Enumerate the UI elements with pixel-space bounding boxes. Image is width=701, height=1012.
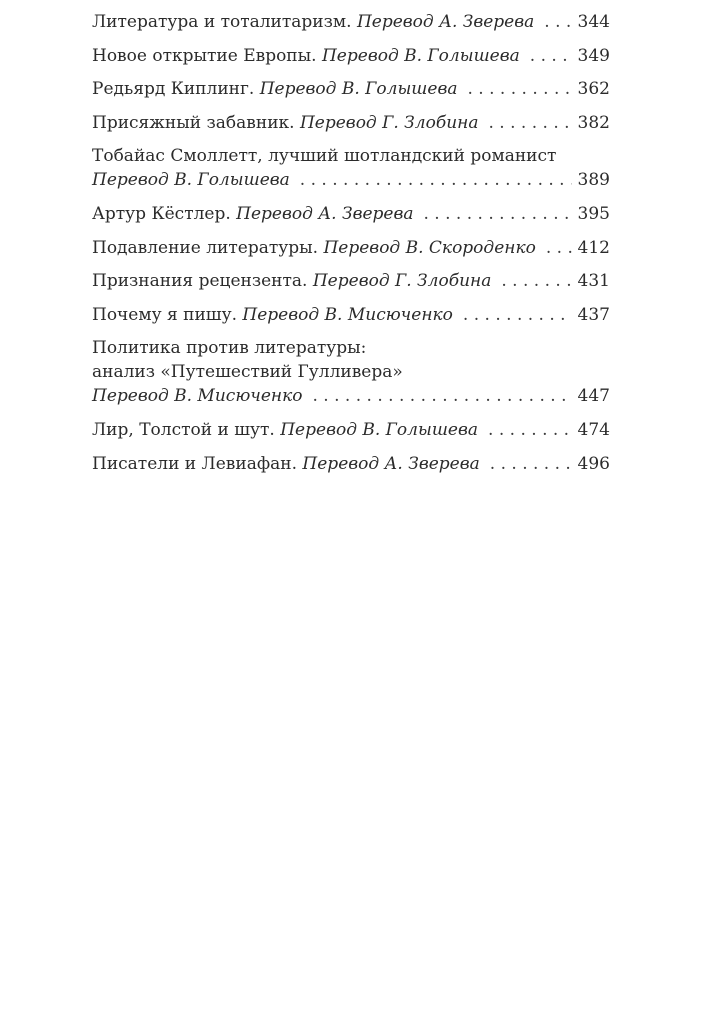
- toc-entry-page-number: 395: [577, 203, 610, 224]
- toc-entry-page-number: 412: [577, 237, 610, 258]
- toc-entry: [92, 336, 610, 408]
- toc-entry-translator: Перевод Г. Злобина: [312, 271, 492, 292]
- toc-entry-title: Признания рецензента.: [92, 271, 308, 292]
- dot-leader: [313, 384, 572, 408]
- toc-entry-translator: Перевод В. Мисюченко: [92, 386, 303, 407]
- toc-entry-page-number: 474: [577, 419, 610, 440]
- toc-entry-line: [92, 303, 610, 327]
- toc-entry-translator: Перевод В. Голышева: [321, 45, 520, 66]
- toc-entry-title: Присяжный забавник.: [92, 112, 295, 133]
- toc-entry-page-number: 362: [577, 79, 610, 100]
- dot-leader: [488, 418, 572, 442]
- toc-entry-line: [92, 44, 610, 68]
- toc-entry-line: [92, 269, 610, 293]
- toc-entry-page-number: 431: [577, 271, 610, 292]
- toc-entry-line: [92, 77, 610, 101]
- dot-leader: [544, 10, 571, 34]
- toc-entry-title: Новое открытие Европы.: [92, 45, 317, 66]
- toc-entry: [92, 236, 610, 260]
- dot-leader: [530, 44, 572, 68]
- toc-entry-page-number: 496: [577, 453, 610, 474]
- dot-leader: [424, 202, 572, 226]
- toc-entry: [92, 10, 610, 34]
- toc-entry-translator: Перевод В. Голышева: [92, 170, 290, 191]
- dot-leader: [501, 269, 571, 293]
- toc-entry-title-line: Тобайас Смоллетт, лучший шотландский романист: [92, 146, 557, 167]
- toc-entry-line: [92, 202, 610, 226]
- toc-entry: [92, 418, 610, 442]
- toc-entry: [92, 269, 610, 293]
- dot-leader: [300, 168, 572, 192]
- toc-entry-title-line: Политика против литературы:: [92, 338, 367, 359]
- toc-entry-translator: Перевод Г. Злобина: [299, 112, 479, 133]
- toc-entry-line: [92, 236, 610, 260]
- toc-entry-title: Подавление литературы.: [92, 237, 319, 258]
- dot-leader: [546, 236, 572, 260]
- toc-entry: [92, 452, 610, 476]
- toc-entry-title: Редьярд Киплинг.: [92, 79, 255, 100]
- toc-entry: [92, 44, 610, 68]
- toc-entry-title-line: анализ «Путешествий Гулливера»: [92, 362, 403, 383]
- toc-entry-page-number: 344: [577, 12, 610, 32]
- toc-entry-translator: Перевод В. Мисюченко: [242, 304, 453, 325]
- toc-entry-title: Писатели и Левиафан.: [92, 453, 298, 474]
- toc-entry-translator: Перевод В. Скороденко: [323, 237, 536, 258]
- toc-entry: [92, 111, 610, 135]
- dot-leader: [490, 452, 572, 476]
- toc-entry-translator: Перевод А. Зверева: [236, 203, 414, 224]
- toc-entry-page-number: 382: [577, 112, 610, 133]
- table-of-contents: [92, 10, 610, 476]
- toc-entry-line: [92, 10, 610, 34]
- toc-entry-title: Артур Кёстлер.: [92, 203, 231, 224]
- toc-entry-page-number: 349: [577, 45, 610, 66]
- toc-entry-translator: Перевод В. Голышева: [280, 419, 479, 440]
- toc-entry-title: Литература и тоталитаризм.: [92, 12, 352, 32]
- toc-entry-translator: Перевод А. Зверева: [356, 12, 535, 32]
- toc-entry-line: [92, 418, 610, 442]
- toc-entry: [92, 202, 610, 226]
- toc-entry: [92, 77, 610, 101]
- toc-entry-page-number: 447: [577, 386, 610, 407]
- toc-entry-line: [92, 111, 610, 135]
- toc-entry-line: [92, 384, 610, 408]
- toc-entry-page-number: 437: [577, 304, 610, 325]
- toc-entry-translator: Перевод А. Зверева: [302, 453, 480, 474]
- toc-entry-title: Почему я пишу.: [92, 304, 237, 325]
- toc-entry-line: [92, 168, 610, 192]
- dot-leader: [488, 111, 571, 135]
- toc-entry-line: [92, 452, 610, 476]
- toc-entry-title: Лир, Толстой и шут.: [92, 419, 275, 440]
- dot-leader: [463, 303, 572, 327]
- toc-entry-page-number: 389: [577, 170, 610, 191]
- toc-entry: [92, 144, 610, 192]
- dot-leader: [468, 77, 572, 101]
- toc-entry: [92, 303, 610, 327]
- toc-entry-translator: Перевод В. Голышева: [259, 79, 458, 100]
